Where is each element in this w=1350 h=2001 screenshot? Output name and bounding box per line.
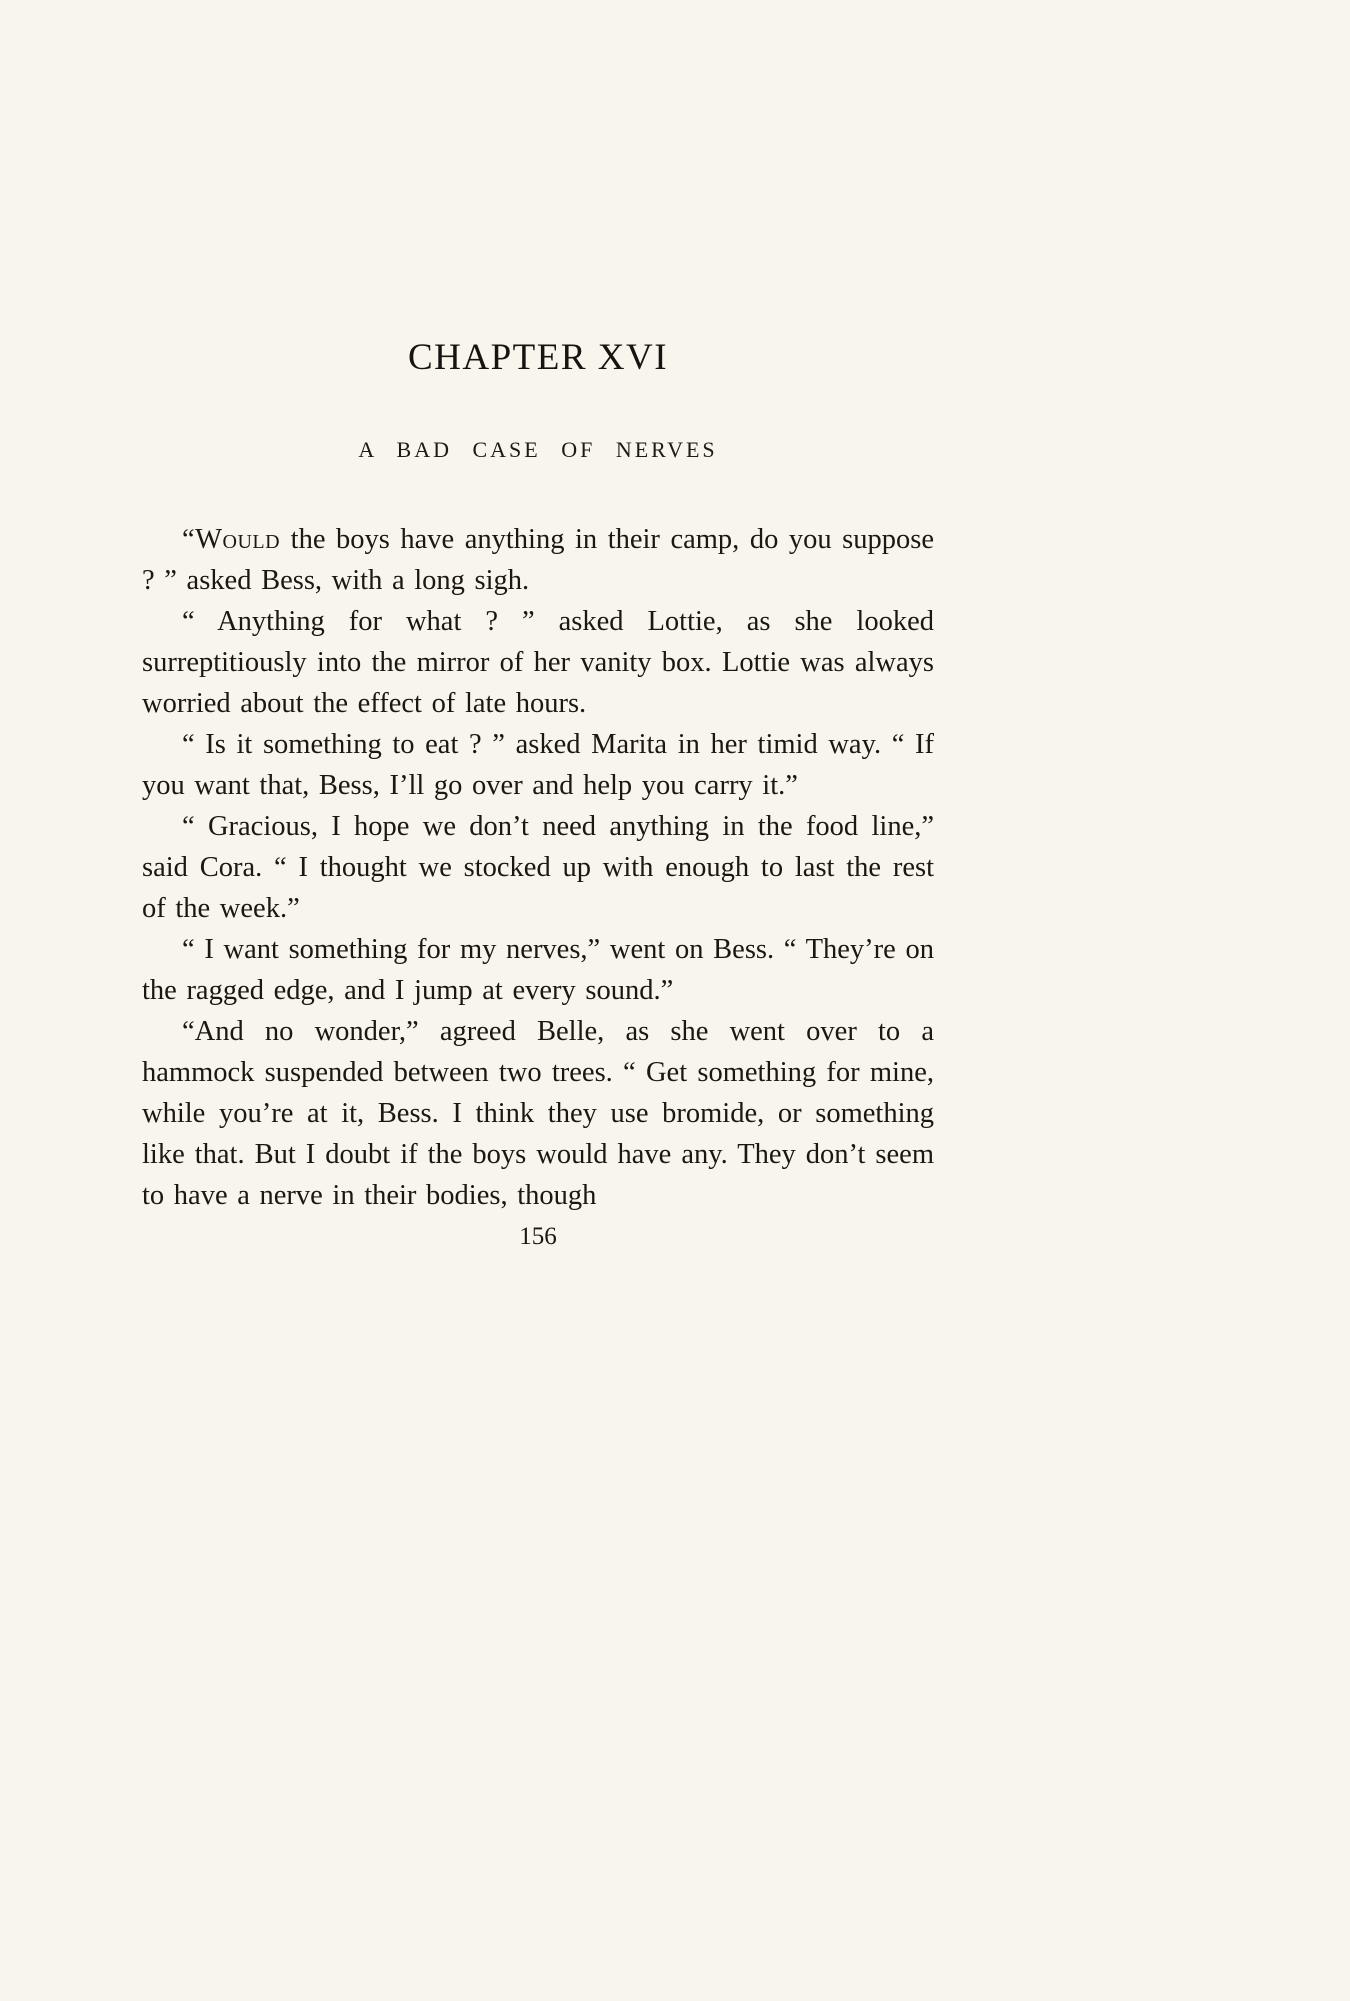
lead-word: “Would xyxy=(182,524,281,555)
paragraph-1 xyxy=(142,519,934,601)
body-text xyxy=(142,519,934,1216)
paragraph-4: “ Gracious, I hope we don’t need anything in the food line,” said Cora. “ I thought we stocked up with enough to last the rest of the week.” xyxy=(142,811,934,924)
chapter-heading: CHAPTER XVI xyxy=(407,337,669,378)
chapter-subtitle: A BAD CASE OF NERVES xyxy=(358,437,718,462)
paragraph-3: “ Is it something to eat ? ” asked Marita in her timid way. “ If you want that, Bess, I’ll go over and help you carry it.” xyxy=(142,729,934,801)
text-block xyxy=(142,0,934,1251)
paragraph-5: “ I want something for my nerves,” went on Bess. “ They’re on the ragged edge, and I jump at every sound.” xyxy=(142,934,934,1006)
paragraph-2: “ Anything for what ? ” asked Lottie, as she looked surreptitiously into the mirror of her vanity box. Lottie was always worried about the effect of late hours. xyxy=(142,606,934,719)
page-number: 156 xyxy=(519,1223,557,1250)
paragraph-6: “And no wonder,” agreed Belle, as she went over to a hammock suspended between two trees. “ Get something for mine, while you’re at it, Bess. I think they use bromide, or something like that. But I doubt if the boys would have any. They don’t seem to have a nerve in their bodies, though xyxy=(142,1016,934,1211)
paragraph-1-text: the boys have anything in their camp, do you suppose ? ” asked Bess, with a long sigh. xyxy=(142,524,934,596)
